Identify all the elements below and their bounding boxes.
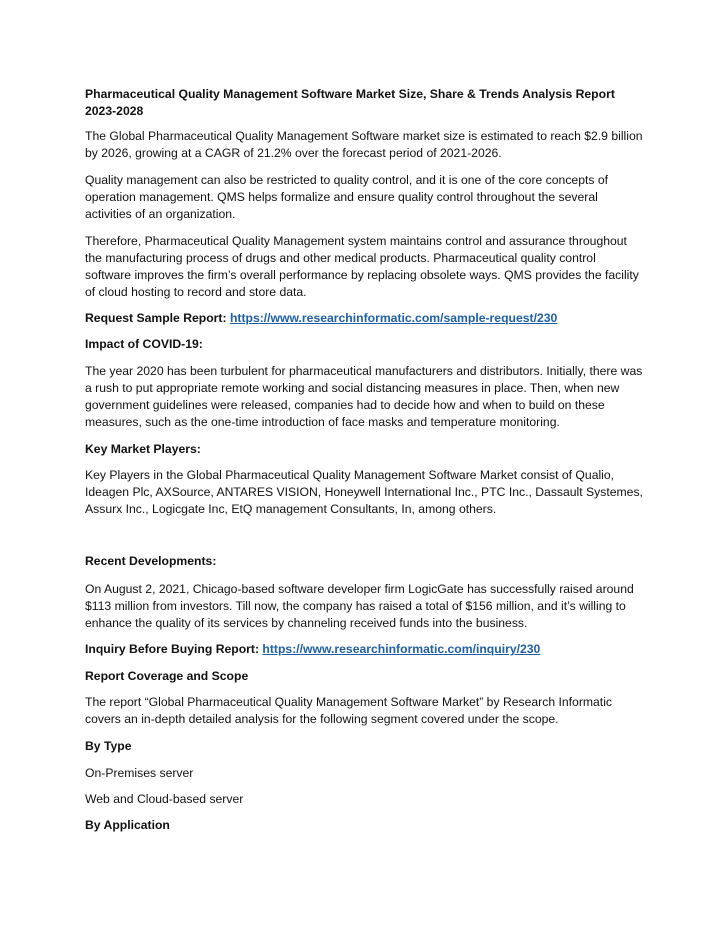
key-players-paragraph: Key Players in the Global Pharmaceutical Quality Management Software Market consist of Qualio, Ideagen Plc, AXSource, ANTARES VISION, Honeywell International Inc., PTC Inc., Dassault Systemes, Assurx Inc., Logicgate Inc, EtQ management Consultants, In, among others.: [85, 468, 643, 516]
key-players-heading: Key Market Players:: [85, 442, 201, 456]
sample-request-label: Request Sample Report:: [85, 311, 227, 325]
sample-request-line: [85, 310, 645, 327]
quality-paragraph: Quality management can also be restricted to quality control, and it is one of the core concepts of operation management. QMS helps formalize and ensure quality control throughout the several activities of an organization.: [85, 173, 608, 221]
covid-heading: Impact of COVID-19:: [85, 337, 203, 351]
therefore-paragraph: Therefore, Pharmaceutical Quality Management system maintains control and assurance throughout the manufacturing process of drugs and other medical products. Pharmaceutical quality control software improves the firm’s overall performance by replacing obsolete ways. QMS provides the facility of cloud hosting to record and store data.: [85, 234, 639, 299]
covid-paragraph: The year 2020 has been turbulent for pharmaceutical manufacturers and distributors. Initially, there was a rush to put appropriate remote working and social distancing measures in place. Then, when new government guidelines were released, companies had to decide how and when to build on these measures, such as the one-time introduction of face masks and temperature monitoring.: [85, 364, 643, 429]
recent-developments-paragraph: On August 2, 2021, Chicago-based software developer firm LogicGate has successfully raised around $113 million from investors. Till now, the company has raised a total of $156 million, and it’s willing to enhance the quality of its services by channeling received funds into the business.: [85, 582, 634, 630]
document-title: Pharmaceutical Quality Management Software Market Size, Share & Trends Analysis Report 2023-2028: [85, 87, 615, 118]
coverage-paragraph: The report “Global Pharmaceutical Quality Management Software Market” by Research Informatic covers an in-depth detailed analysis for the following segment covered under the scope.: [85, 695, 612, 726]
recent-developments-heading: Recent Developments:: [85, 554, 217, 568]
intro-paragraph: The Global Pharmaceutical Quality Management Software market size is estimated to reach $2.9 billion by 2026, growing at a CAGR of 21.2% over the forecast period of 2021-2026.: [85, 129, 643, 160]
inquiry-link[interactable]: https://www.researchinformatic.com/inquiry/230: [262, 642, 541, 656]
by-type-heading: By Type: [85, 739, 132, 753]
by-application-heading: By Application: [85, 818, 170, 832]
type-item-on-premises: On-Premises server: [85, 766, 194, 780]
coverage-heading: Report Coverage and Scope: [85, 669, 249, 683]
inquiry-line: [85, 641, 645, 658]
type-item-web-cloud: Web and Cloud-based server: [85, 792, 244, 806]
sample-request-link[interactable]: https://www.researchinformatic.com/sample-request/230: [229, 311, 558, 325]
inquiry-label: Inquiry Before Buying Report:: [85, 642, 260, 656]
